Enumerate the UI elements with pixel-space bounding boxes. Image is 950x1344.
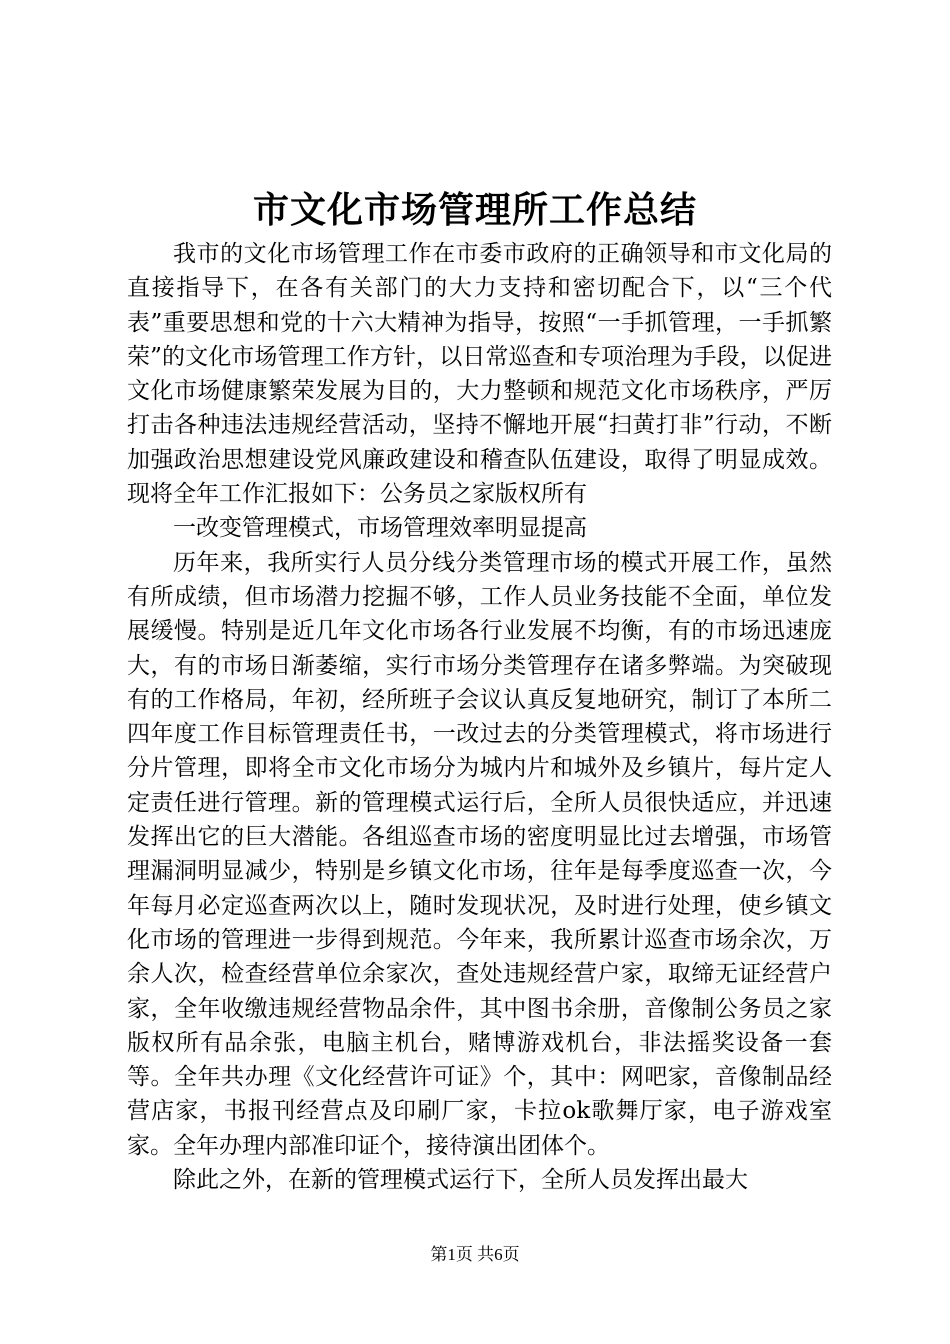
section-heading: 一改变管理模式，市场管理效率明显提高 bbox=[173, 515, 587, 542]
paragraph-management-model: 历年来，我所实行人员分线分类管理市场的模式开展工作，虽然有所成绩，但市场潜力挖掘不够，工作人员业务技能不全面，单位发展缓慢。特别是近几年文化市场各行业发展不均衡，有的市场迅速庞大，有的市场日渐萎缩，实行市场分类管理存在诸多弊端。为突破现有的工作格局，年初，经所班子会议认真反复地研究，制订了本所二四年度工作目标管理责任书，一改过去的分类管理模式，将市场进行分片管理，即将全市文化市场分为城内片和城外及乡镇片，每片定人定责任进行管理。新的管理模式运行后，全所人员很快适应，并迅速发挥出它的巨大潜能。各组巡查市场的密度明显比过去增强，市场管理漏洞明显减少，特别是乡镇文化市场，往年是每季度巡查一次，今年每月必定巡查两次以上，随时发现状况，及时进行处理，使乡镇文化市场的管理进一步得到规范。今年来，我所累计巡查市场余次，万余人次，检查经营单位余家次，查处违规经营户家，取缔无证经营户家，全年收缴违规经营物品余件，其中图书余册，音像制公务员之家版权所有品余张，电脑主机台，赌博游戏机台，非法摇奖设备一套等。全年共办理《文化经营许可证》个，其中：网吧家，音像制品经营店家，书报刊经营点及印刷厂家，卡拉ok歌舞厅家，电子游戏室家。全年办理内部准印证个，接待演出团体个。 bbox=[127, 549, 832, 1159]
paragraph-continuation: 除此之外，在新的管理模式运行下，全所人员发挥出最大 bbox=[173, 1167, 748, 1194]
document-body bbox=[127, 237, 832, 1197]
page-footer: 第1页 共6页 bbox=[430, 1245, 520, 1264]
document-title: 市文化市场管理所工作总结 bbox=[252, 189, 697, 231]
paragraph-intro: 我市的文化市场管理工作在市委市政府的正确领导和市文化局的直接指导下，在各有关部门的大力支持和密切配合下，以“三个代表”重要思想和党的十六大精神为指导，按照“一手抓管理，一手抓繁荣”的文化市场管理工作方针，以日常巡查和专项治理为手段，以促进文化市场健康繁荣发展为目的，大力整顿和规范文化市场秩序，严厉打击各种违法违规经营活动，坚持不懈地开展“扫黄打非”行动，不断加强政治思想建设党风廉政建设和稽查队伍建设，取得了明显成效。现将全年工作汇报如下：公务员之家版权所有 bbox=[127, 241, 832, 508]
